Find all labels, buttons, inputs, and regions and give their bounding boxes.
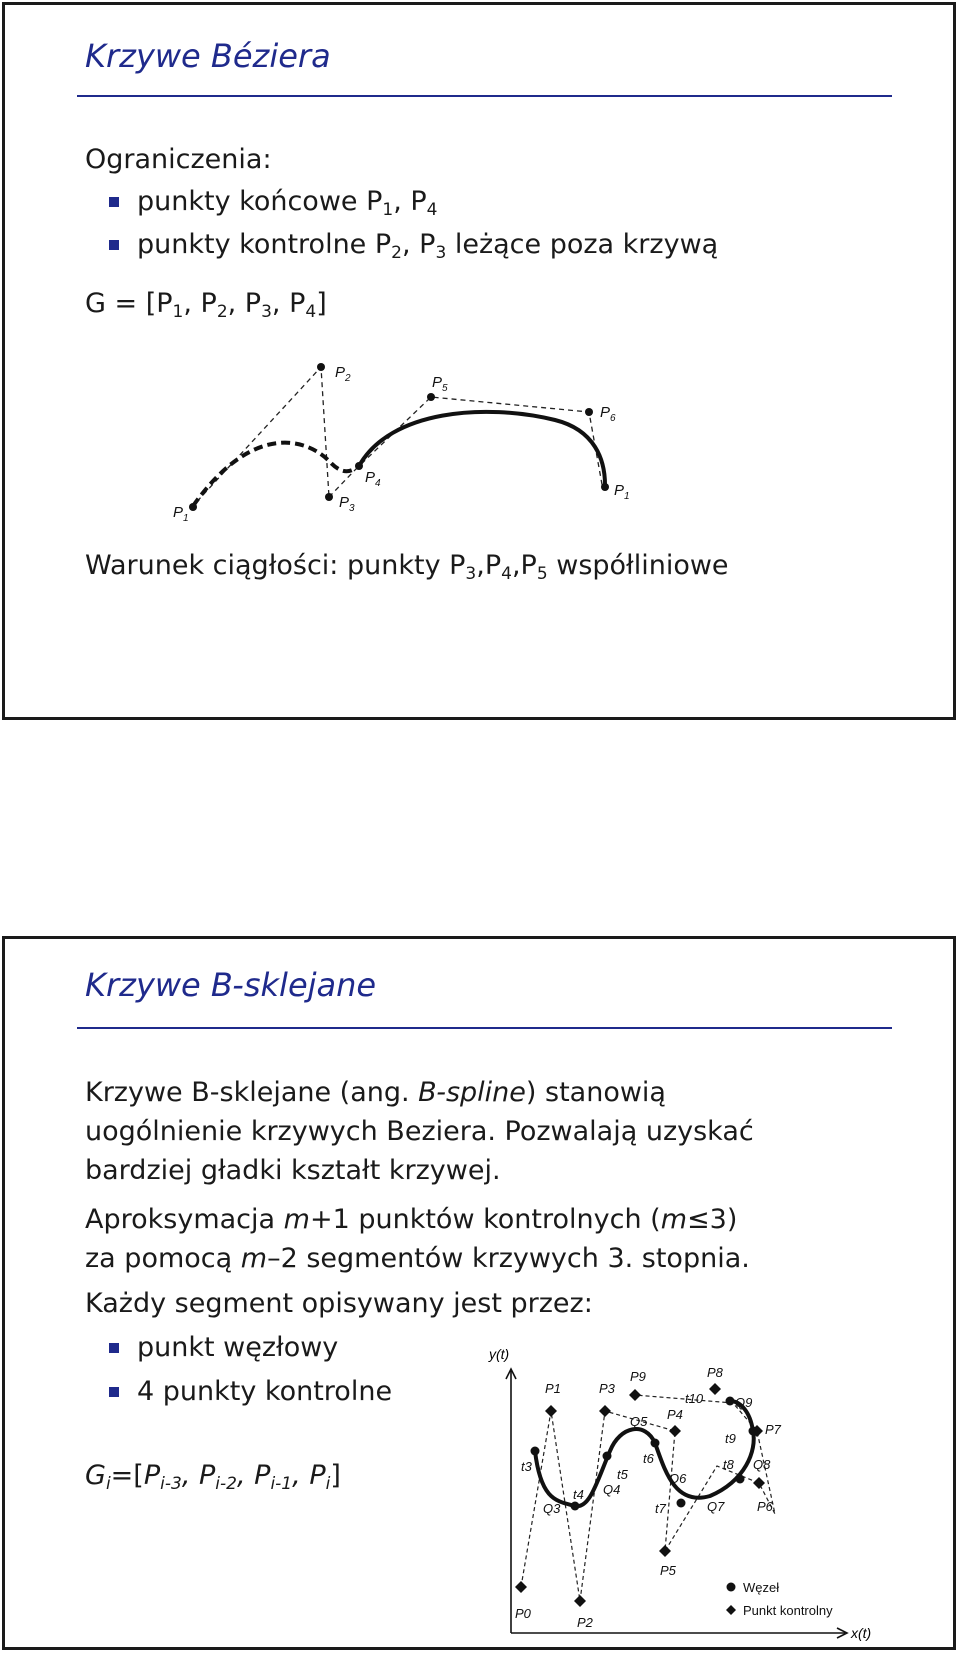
- para3: Każdy segment opisywany jest przez:: [85, 1288, 593, 1319]
- knot-t9: [749, 1427, 758, 1436]
- label-p2: $P_2$: [335, 364, 351, 384]
- label-t10: t10: [685, 1391, 704, 1406]
- title-underline: [77, 95, 892, 97]
- label-p3: P3: [599, 1381, 615, 1396]
- label-t7: t7: [655, 1501, 666, 1516]
- label-t4: t4: [573, 1487, 584, 1502]
- segment-formula: $G_i=[P_{i-3}$, $P_{i-2}$, $P_{i-1}$, $P_i$]: [85, 1460, 341, 1494]
- slide-title: Krzywe Béziera: [85, 37, 331, 75]
- control-point-p2: [574, 1595, 586, 1607]
- label-q8: Q8: [753, 1457, 771, 1472]
- x-axis-label: x(t): [851, 1625, 872, 1641]
- knot-t5: [603, 1452, 612, 1461]
- knot-t8: [736, 1475, 745, 1484]
- knot-t4: [571, 1502, 580, 1511]
- point-p5: [427, 393, 435, 401]
- point-p4: [355, 462, 363, 470]
- control-polygon: [521, 1395, 775, 1601]
- para1-line2: uogólnienie krzywych Beziera. Pozwalają uzyskać: [85, 1116, 754, 1147]
- knot-t10: [726, 1397, 735, 1406]
- slide-bspline: [2, 936, 956, 1650]
- label-p2: P2: [577, 1615, 593, 1630]
- label-p1: P1: [545, 1381, 561, 1396]
- control-point-p0: [515, 1581, 527, 1593]
- label-p5: P5: [660, 1563, 676, 1578]
- label-p6: P6: [757, 1499, 773, 1514]
- label-t9: t9: [725, 1431, 736, 1446]
- point-p1-left: [189, 503, 197, 511]
- bspline-figure: [485, 1331, 885, 1649]
- label-p6: $P_6$: [600, 404, 616, 424]
- geometry-matrix: $G = [P_1$, $P_2$, $P_3$, $P_4$]: [85, 288, 327, 322]
- continuity-condition: Warunek ciągłości: punkty $P_3,P_4,P_5$ współliniowe: [85, 550, 729, 584]
- label-p8: P8: [707, 1365, 723, 1380]
- legend-control-marker: [726, 1605, 736, 1615]
- para2-line1: Aproksymacja m+1 punktów kontrolnych (m≤3): [85, 1204, 738, 1235]
- label-t8: t8: [723, 1457, 734, 1472]
- bullet-marker: [109, 1387, 119, 1397]
- slide-bezier: [2, 2, 956, 720]
- label-p0: P0: [515, 1606, 531, 1621]
- knot-t7: [677, 1499, 686, 1508]
- control-point-p8: [709, 1383, 721, 1395]
- bullet-knot: punkt węzłowy: [137, 1332, 339, 1363]
- control-polygon-1: [191, 367, 329, 508]
- bezier-figure: [155, 345, 645, 535]
- legend-knot-label: Węzeł: [743, 1580, 780, 1595]
- bullet-control-points: 4 punkty kontrolne: [137, 1376, 393, 1407]
- label-p4: P4: [667, 1407, 683, 1422]
- bullet-marker: [109, 197, 119, 207]
- bullet-marker: [109, 240, 119, 250]
- legend-control-label: Punkt kontrolny: [743, 1603, 833, 1618]
- control-point-p9: [629, 1389, 641, 1401]
- label-t3: t3: [521, 1459, 532, 1474]
- control-point-p4: [669, 1425, 681, 1437]
- bezier-curve-2: [359, 412, 605, 485]
- para1-line3: bardziej gładki kształt krzywej.: [85, 1155, 501, 1186]
- control-point-p6: [753, 1477, 765, 1489]
- knot-t6: [651, 1439, 660, 1448]
- label-p9: P9: [630, 1369, 646, 1384]
- label-t6: t6: [643, 1451, 654, 1466]
- label-p1-right: $P_1$: [614, 482, 630, 502]
- constraints-heading: Ograniczenia:: [85, 144, 272, 175]
- bullet-marker: [109, 1343, 119, 1353]
- label-q5: Q5: [630, 1414, 648, 1429]
- label-q4: Q4: [603, 1482, 621, 1497]
- para2-line2: za pomocą m–2 segmentów krzywych 3. stopnia.: [85, 1243, 750, 1274]
- label-p1-left: $P_1$: [173, 504, 189, 524]
- bullet-control-points: punkty kontrolne $P_2$, $P_3$ leżące poza krzywą: [137, 229, 719, 263]
- label-p7: P7: [765, 1422, 781, 1437]
- label-q3: Q3: [543, 1501, 561, 1516]
- label-q6: Q6: [669, 1471, 687, 1486]
- label-p5: $P_5$: [432, 374, 448, 394]
- point-p1-right: [601, 483, 609, 491]
- label-q9: Q9: [735, 1395, 753, 1410]
- bullet-endpoints: punkty końcowe $P_1$, $P_4$: [137, 186, 438, 220]
- point-p6: [585, 408, 593, 416]
- control-point-p5: [659, 1545, 671, 1557]
- label-p4: $P_4$: [365, 469, 381, 489]
- knot-t3: [531, 1447, 540, 1456]
- control-polygon-link: [329, 470, 355, 497]
- legend-knot-marker: [727, 1583, 736, 1592]
- slide-title: Krzywe B-sklejane: [85, 966, 377, 1004]
- title-underline: [77, 1027, 892, 1029]
- bezier-curve-1: [193, 443, 359, 506]
- label-p3: $P_3$: [339, 494, 355, 514]
- y-axis-label: y(t): [489, 1346, 510, 1362]
- point-p3: [325, 493, 333, 501]
- label-t5: t5: [617, 1467, 628, 1482]
- control-point-p3: [599, 1405, 611, 1417]
- point-p2: [317, 363, 325, 371]
- label-q7: Q7: [707, 1499, 725, 1514]
- control-point-p1: [545, 1405, 557, 1417]
- para1-line1: Krzywe B-sklejane (ang. B-spline) stanowią: [85, 1077, 666, 1108]
